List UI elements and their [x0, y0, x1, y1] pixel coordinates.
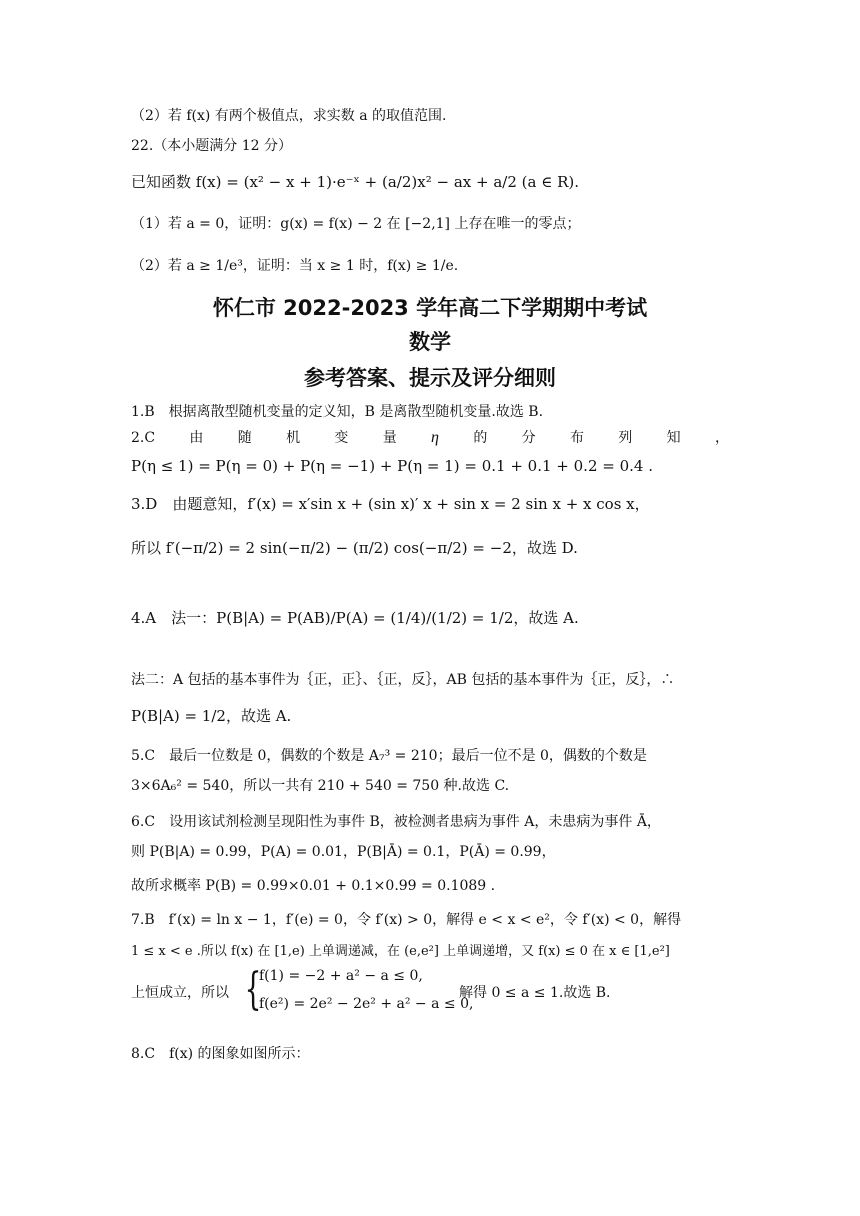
answer-3-line-1: 3.D 由题意知，f′(x) = x′sin x + (sin x)′ x + sin x = 2 sin x + x cos x， — [131, 495, 650, 513]
answer-2-line-2: P(η ≤ 1) = P(η = 0) + P(η = −1) + P(η = 1) = 0.1 + 0.1 + 0.2 = 0.4 . — [131, 457, 653, 475]
answer-2-word: η — [431, 429, 439, 446]
system-equation-2: f(e²) = 2e² − 2e² + a² − a ≤ 0, — [259, 996, 474, 1012]
answer-2-word: 分 — [521, 430, 536, 446]
answer-7-line-2: 1 ≤ x < e .所以 f(x) 在 [1,e) 上单调递减，在 (e,e²] 上单调递增，又 f(x) ≤ 0 在 x ∈ [1,e²] — [131, 944, 670, 959]
answer-key-title: 参考答案、提示及评分细则 — [304, 366, 556, 390]
answer-7-result: 解得 0 ≤ a ≤ 1.故选 B. — [459, 985, 611, 1001]
problem-21-part-2: （2）若 f(x) 有两个极值点，求实数 a 的取值范围. — [131, 108, 447, 124]
problem-22-part-2: （2）若 a ≥ 1/e³，证明：当 x ≥ 1 时，f(x) ≥ 1/e. — [131, 258, 459, 274]
answer-2-word: 2.C — [131, 430, 156, 446]
answer-2-word: 布 — [569, 430, 584, 446]
answer-2-word: 的 — [473, 430, 488, 446]
answer-4-line-3: P(B|A) = 1/2，故选 A. — [131, 707, 292, 725]
answer-4-line-1: 4.A 法一：P(B|A) = P(AB)/P(A) = (1/4)/(1/2) = 1/2，故选 A. — [131, 609, 579, 627]
answer-6-line-2: 则 P(B|A) = 0.99，P(A) = 0.01，P(B|Ā) = 0.1，P(Ā) = 0.99， — [131, 844, 556, 860]
answer-2-word: 量 — [382, 430, 397, 446]
answer-7-prefix: 上恒成立，所以 — [131, 985, 229, 1001]
answer-1: 1.B 根据离散型随机变量的定义知，B 是离散型随机变量.故选 B. — [131, 404, 544, 420]
answer-2-word: 变 — [334, 430, 349, 446]
answer-2-word: 知 — [666, 430, 681, 446]
answer-7-system — [131, 962, 731, 1022]
answer-2-word: 由 — [189, 430, 204, 446]
answer-6-line-1: 6.C 设用该试剂检测呈现阳性为事件 B，被检测者患病为事件 A，未患病为事件 Ā， — [131, 814, 661, 830]
problem-22-part-1: （1）若 a = 0，证明：g(x) = f(x) − 2 在 [−2,1] 上存在唯一的零点； — [131, 216, 581, 232]
answer-6-line-3: 故所求概率 P(B) = 0.99×0.01 + 0.1×0.99 = 0.1089 . — [131, 878, 496, 894]
answer-5-line-2: 3×6A₆² = 540，所以一共有 210 + 540 = 750 种.故选 C. — [131, 778, 510, 794]
answer-2-word: ， — [714, 430, 729, 446]
problem-22-function: 已知函数 f(x) = (x² − x + 1)·e⁻ˣ + (a/2)x² − ax + a/2 (a ∈ R). — [131, 173, 579, 191]
answer-3-line-2: 所以 f′(−π/2) = 2 sin(−π/2) − (π/2) cos(−π/2) = −2，故选 D. — [131, 539, 578, 557]
answer-4-line-2: 法二：A 包括的基本事件为｛正，正｝、｛正，反｝，AB 包括的基本事件为｛正，反｝，∴ — [131, 672, 675, 688]
answer-2-line-1 — [131, 428, 729, 448]
left-brace: { — [244, 964, 262, 1015]
exam-title: 怀仁市 2022-2023 学年高二下学期期中考试 — [212, 296, 648, 320]
answer-8: 8.C f(x) 的图象如图所示： — [131, 1046, 310, 1062]
answer-7-line-1: 7.B f′(x) = ln x − 1，f′(e) = 0，令 f′(x) > 0，解得 e < x < e²，令 f′(x) < 0，解得 — [131, 912, 682, 928]
answer-2-word: 列 — [618, 430, 633, 446]
answer-2-word: 机 — [286, 430, 301, 446]
answer-2-word: 随 — [237, 430, 252, 446]
subject-title: 数学 — [409, 330, 451, 354]
answer-5-line-1: 5.C 最后一位数是 0，偶数的个数是 A₇³ = 210；最后一位不是 0，偶数的个数是 — [131, 748, 647, 764]
problem-22-header: 22.（本小题满分 12 分） — [131, 138, 292, 154]
system-equation-1: f(1) = −2 + a² − a ≤ 0, — [259, 968, 423, 984]
